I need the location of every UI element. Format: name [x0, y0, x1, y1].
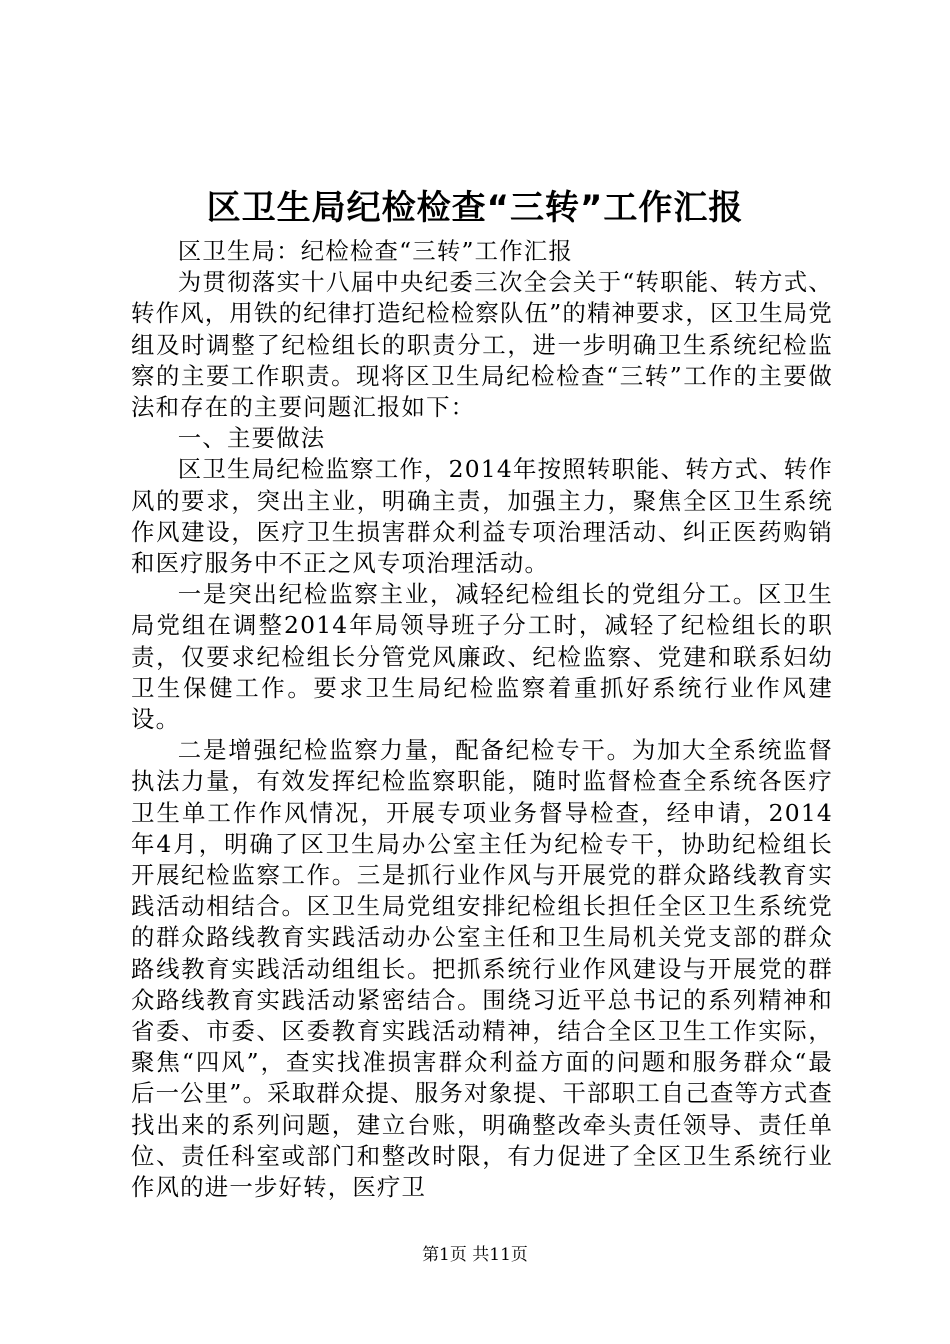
- paragraph-overview: 区卫生局纪检监察工作，2014年按照转职能、转方式、转作风的要求，突出主业，明确主责，加强主力，聚焦全区卫生系统作风建设，医疗卫生损害群众利益专项治理活动、纠正医药购销和医疗服务中不正之风专项治理活动。: [131, 455, 833, 578]
- paragraph-point-one: 一是突出纪检监察主业，减轻纪检组长的党组分工。区卫生局党组在调整2014年局领导班子分工时，减轻了纪检组长的职责，仅要求纪检组长分管党风廉政、纪检监察、党建和联系妇幼卫生保健工作。要求卫生局纪检监察着重抓好系统行业作风建设。: [131, 580, 833, 734]
- document-body: [131, 236, 833, 1203]
- paragraph-intro: 为贯彻落实十八届中央纪委三次全会关于“转职能、转方式、转作风，用铁的纪律打造纪检检察队伍”的精神要求，区卫生局党组及时调整了纪检组长的职责分工，进一步明确卫生系统纪检监察的主要工作职责。现将区卫生局纪检检查“三转”工作的主要做法和存在的主要问题汇报如下：: [131, 268, 833, 422]
- section-heading-main-practices: 一、主要做法: [177, 424, 326, 453]
- document-title: 区卫生局纪检检查“三转”工作汇报: [206, 188, 744, 228]
- paragraph-point-two: 二是增强纪检监察力量，配备纪检专干。为加大全系统监督执法力量，有效发挥纪检监察职能，随时监督检查全系统各医疗卫生单工作作风情况，开展专项业务督导检查，经申请，2014年4月，明确了区卫生局办公室主任为纪检专干，协助纪检组长开展纪检监察工作。三是抓行业作风与开展党的群众路线教育实践活动相结合。区卫生局党组安排纪检组长担任全区卫生系统党的群众路线教育实践活动办公室主任和卫生局机关党支部的群众路线教育实践活动组组长。把抓系统行业作风建设与开展党的群众路线教育实践活动紧密结合。围绕习近平总书记的系列精神和省委、市委、区委教育实践活动精神，结合全区卫生工作实际，聚焦“四风”，查实找准损害群众利益方面的问题和服务群众“最后一公里”。采取群众提、服务对象提、干部职工自己查等方式查找出来的系列问题，建立台账，明确整改牵头责任领导、责任单位、责任科室或部门和整改时限，有力促进了全区卫生系统行业作风的进一步好转，医疗卫: [131, 736, 833, 1202]
- page-number-footer: 第1页 共11页: [422, 1245, 528, 1265]
- paragraph-subtitle: 区卫生局：纪检检查“三转”工作汇报: [177, 237, 573, 265]
